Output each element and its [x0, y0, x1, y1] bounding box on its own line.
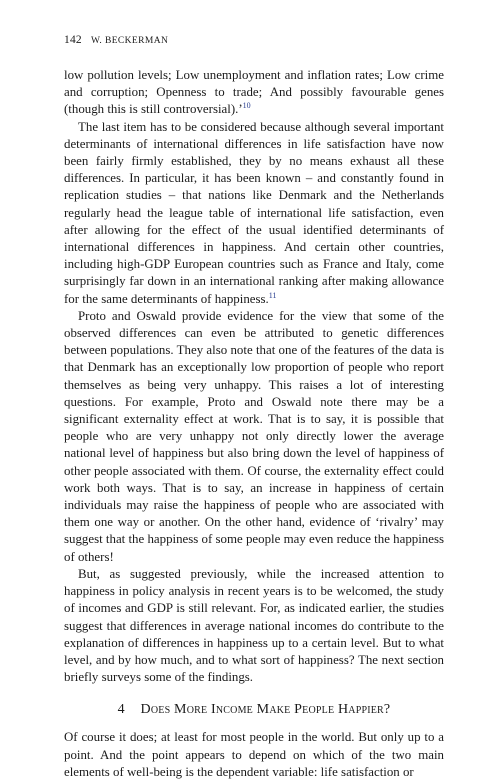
paragraph-text: Of course it does; at least for most people in the world. But only up to a point. And the point appears to depend on which of the two main elements of well-being is the dependent variable: life satisfaction or [64, 730, 444, 779]
section-heading [64, 702, 444, 720]
page-number: 142 [64, 34, 82, 46]
paragraph-text: But, as suggested previously, while the increased attention to happiness in policy analysis in recent years is to be welcomed, the study of incomes and GDP is still relevant. For, as indicated earlier, the studies suggest that differences in average national incomes do contribute to the explanation of differences in happiness up to a certain level. But to what level, and by how much, and to what sort of happiness? The next section briefly surveys some of the findings. [64, 566, 444, 685]
footnote-ref-11[interactable]: 11 [268, 290, 277, 300]
paragraph-continued [64, 67, 444, 119]
section-number: 4 [117, 702, 125, 718]
paragraph [64, 729, 444, 781]
paragraph-text: Proto and Oswald provide evidence for the view that some of the observed differences can even be attributed to genetic differences between populations. They also note that one of the features of the data is that Denmark has an exceptionally low proportion of people who report themselves as being very unhappy. This raises a lot of interesting questions. For example, Proto and Oswald note there may be a significant externality effect at work. That is to say, it is possible that people who are very unhappy not only directly lower the average national level of happiness but also bring down the level of happiness of other people associated with them. Of course, the externality effect could work both ways. That is to say, an increase in happiness of certain individuals may raise the happiness of people who are associated with them one way or another. On the other hand, evidence of ‘rivalry’ may suggest that the happiness of some people may even reduce the happiness of others! [64, 308, 444, 564]
paragraph [64, 119, 444, 308]
running-head [64, 34, 444, 50]
book-page [64, 34, 444, 781]
paragraph [64, 566, 444, 686]
paragraph-text: The last item has to be considered because although several important determinants of international differences in life satisfaction have now been fairly firmly established, they by no means exhaust all these differences. In particular, it has been known – and constantly found in replication studies – that nations like Denmark and the Netherlands regularly head the league table of international life satisfaction, even after allowing for the effect of the usual identified determinants of international differences in happiness. And certain other countries, including high-GDP European countries such as France and Italy, come surprisingly far down in an international ranking after making allowance for the same determinants of happiness. [64, 119, 444, 306]
paragraph [64, 308, 444, 566]
section-title: Does More Income Make People Happier? [140, 702, 391, 718]
running-head-author: W. BECKERMAN [90, 36, 169, 46]
paragraph-text: low pollution levels; Low unemployment and inflation rates; Low crime and corruption; Openness to trade; And possibly favourable genes (though this is still controversial).’ [64, 68, 444, 117]
footnote-ref-10[interactable]: 10 [242, 101, 251, 111]
